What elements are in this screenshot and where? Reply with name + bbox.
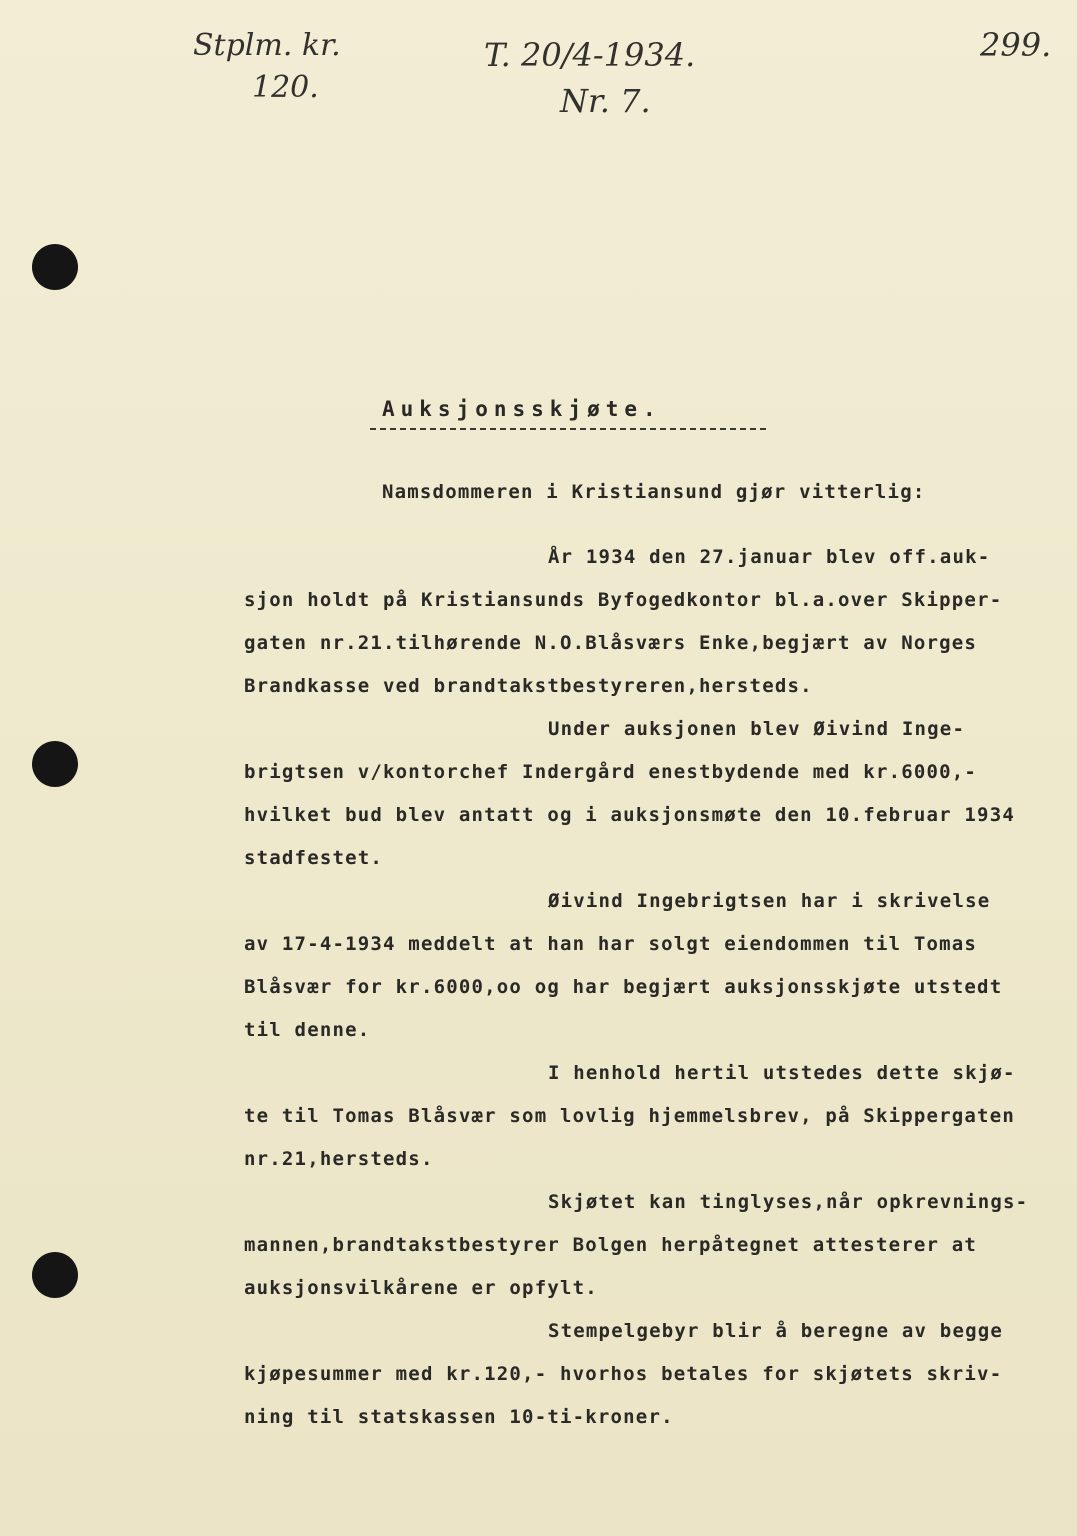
body-line: ning til statskassen 10-ti-kroner. <box>244 1406 674 1428</box>
body-line: mannen,brandtakstbestyrer Bolgen herpåtegnet attesterer at <box>244 1234 978 1256</box>
register-ref-line2: 120. <box>252 70 319 105</box>
punch-hole-bottom <box>32 1252 78 1298</box>
document-title: Auksjonsskjøte. <box>382 397 662 421</box>
page-number: 299. <box>980 26 1052 64</box>
entry-number: Nr. 7. <box>560 82 651 120</box>
punch-hole-top <box>32 244 78 290</box>
body-line: Brandkasse ved brandtakstbestyreren,hersteds. <box>244 675 813 697</box>
body-line: Stempelgebyr blir å beregne av begge <box>548 1320 1004 1342</box>
title-underline <box>370 428 766 430</box>
body-line: Blåsvær for kr.6000,oo og har begjært auksjonsskjøte utstedt <box>244 976 1003 998</box>
body-line: auksjonsvilkårene er opfylt. <box>244 1277 598 1299</box>
body-line: Under auksjonen blev Øivind Inge- <box>548 718 966 740</box>
body-line: År 1934 den 27.januar blev off.auk- <box>548 546 991 568</box>
body-line: til denne. <box>244 1019 371 1041</box>
body-line: te til Tomas Blåsvær som lovlig hjemmelsbrev, på Skippergaten <box>244 1105 1015 1127</box>
body-line: I henhold hertil utstedes dette skjø- <box>548 1062 1016 1084</box>
body-line: av 17-4-1934 meddelt at han har solgt eiendommen til Tomas <box>244 933 978 955</box>
body-line: Øivind Ingebrigtsen har i skrivelse <box>548 890 991 912</box>
body-line: Namsdommeren i Kristiansund gjør vitterlig: <box>382 481 926 503</box>
body-line: sjon holdt på Kristiansunds Byfogedkontor bl.a.over Skipper- <box>244 589 1003 611</box>
body-line: stadfestet. <box>244 847 384 869</box>
body-line: Skjøtet kan tinglyses,når opkrevnings- <box>548 1191 1029 1213</box>
body-line: hvilket bud blev antatt og i auksjonsmøte den 10.februar 1934 <box>244 804 1015 826</box>
body-line: kjøpesummer med kr.120,- hvorhos betales for skjøtets skriv- <box>244 1363 1003 1385</box>
body-line: brigtsen v/kontorchef Indergård enestbydende med kr.6000,- <box>244 761 978 783</box>
body-line: gaten nr.21.tilhørende N.O.Blåsværs Enke,begjært av Norges <box>244 632 978 654</box>
date-note: T. 20/4-1934. <box>484 36 696 74</box>
punch-hole-middle <box>32 741 78 787</box>
body-line: nr.21,hersteds. <box>244 1148 434 1170</box>
register-ref-line1: Stplm. kr. <box>193 28 341 63</box>
